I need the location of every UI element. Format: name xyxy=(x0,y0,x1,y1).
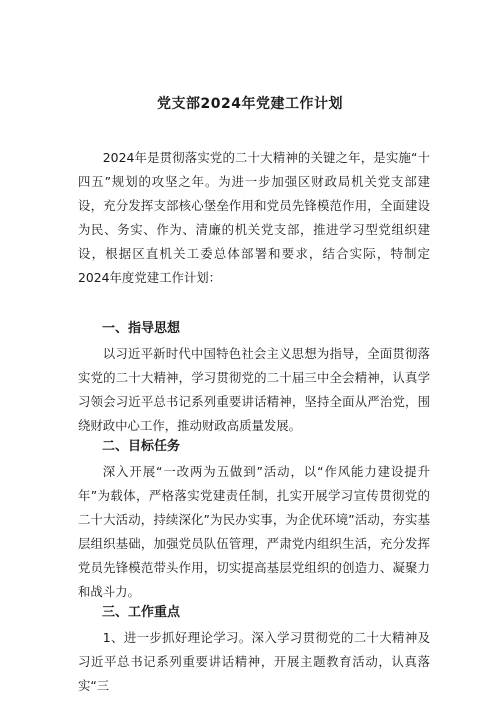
document-title: 党支部2024年党建工作计划 xyxy=(157,96,343,112)
intro-paragraph: 2024年是贯彻落实党的二十大精神的关键之年，是实施“十四五”规划的攻坚之年。为进一步加强区财政局机关党支部建设，充分发挥支部核心堡垒作用和党员先锋模范作用，全面建设为民、务实、作为、清廉的机关党支部，推进学习型党组织建设，根据区直机关工委总体部署和要求，结合实际，特制定2024年度党建工作计划： xyxy=(78,150,430,285)
section-heading-goals: 二、目标任务 xyxy=(102,439,181,454)
section-body-guiding-ideology: 以习近平新时代中国特色社会主义思想为指导，全面贯彻落实党的二十大精神，学习贯彻党的二十届三中全会精神，认真学习领会习近平总书记系列重要讲话精神，坚持全面从严治党，围绕财政中心工作，推动财政高质量发展。 xyxy=(78,346,430,433)
section-body-key-work: 1、进一步抓好理论学习。深入学习贯彻党的二十大精神及习近平总书记系列重要讲话精神，开展主题教育活动，认真落实“三 xyxy=(78,630,430,693)
section-heading-key-work: 三、工作重点 xyxy=(102,605,181,620)
section-heading-guiding-ideology: 一、指导思想 xyxy=(102,321,181,336)
section-body-goals: 深入开展“一改两为五做到”活动，以“作风能力建设提升年”为载体，严格落实党建责任制，扎实开展学习宣传贯彻党的二十大活动，持续深化”为民办实事，为企优环境”活动，夯实基层组织基础，加强党员队伍管理，严肃党内组织生活，充分发挥党员先锋模范带头作用，切实提高基层党组织的创造力、凝聚力和战斗力。 xyxy=(78,464,430,599)
